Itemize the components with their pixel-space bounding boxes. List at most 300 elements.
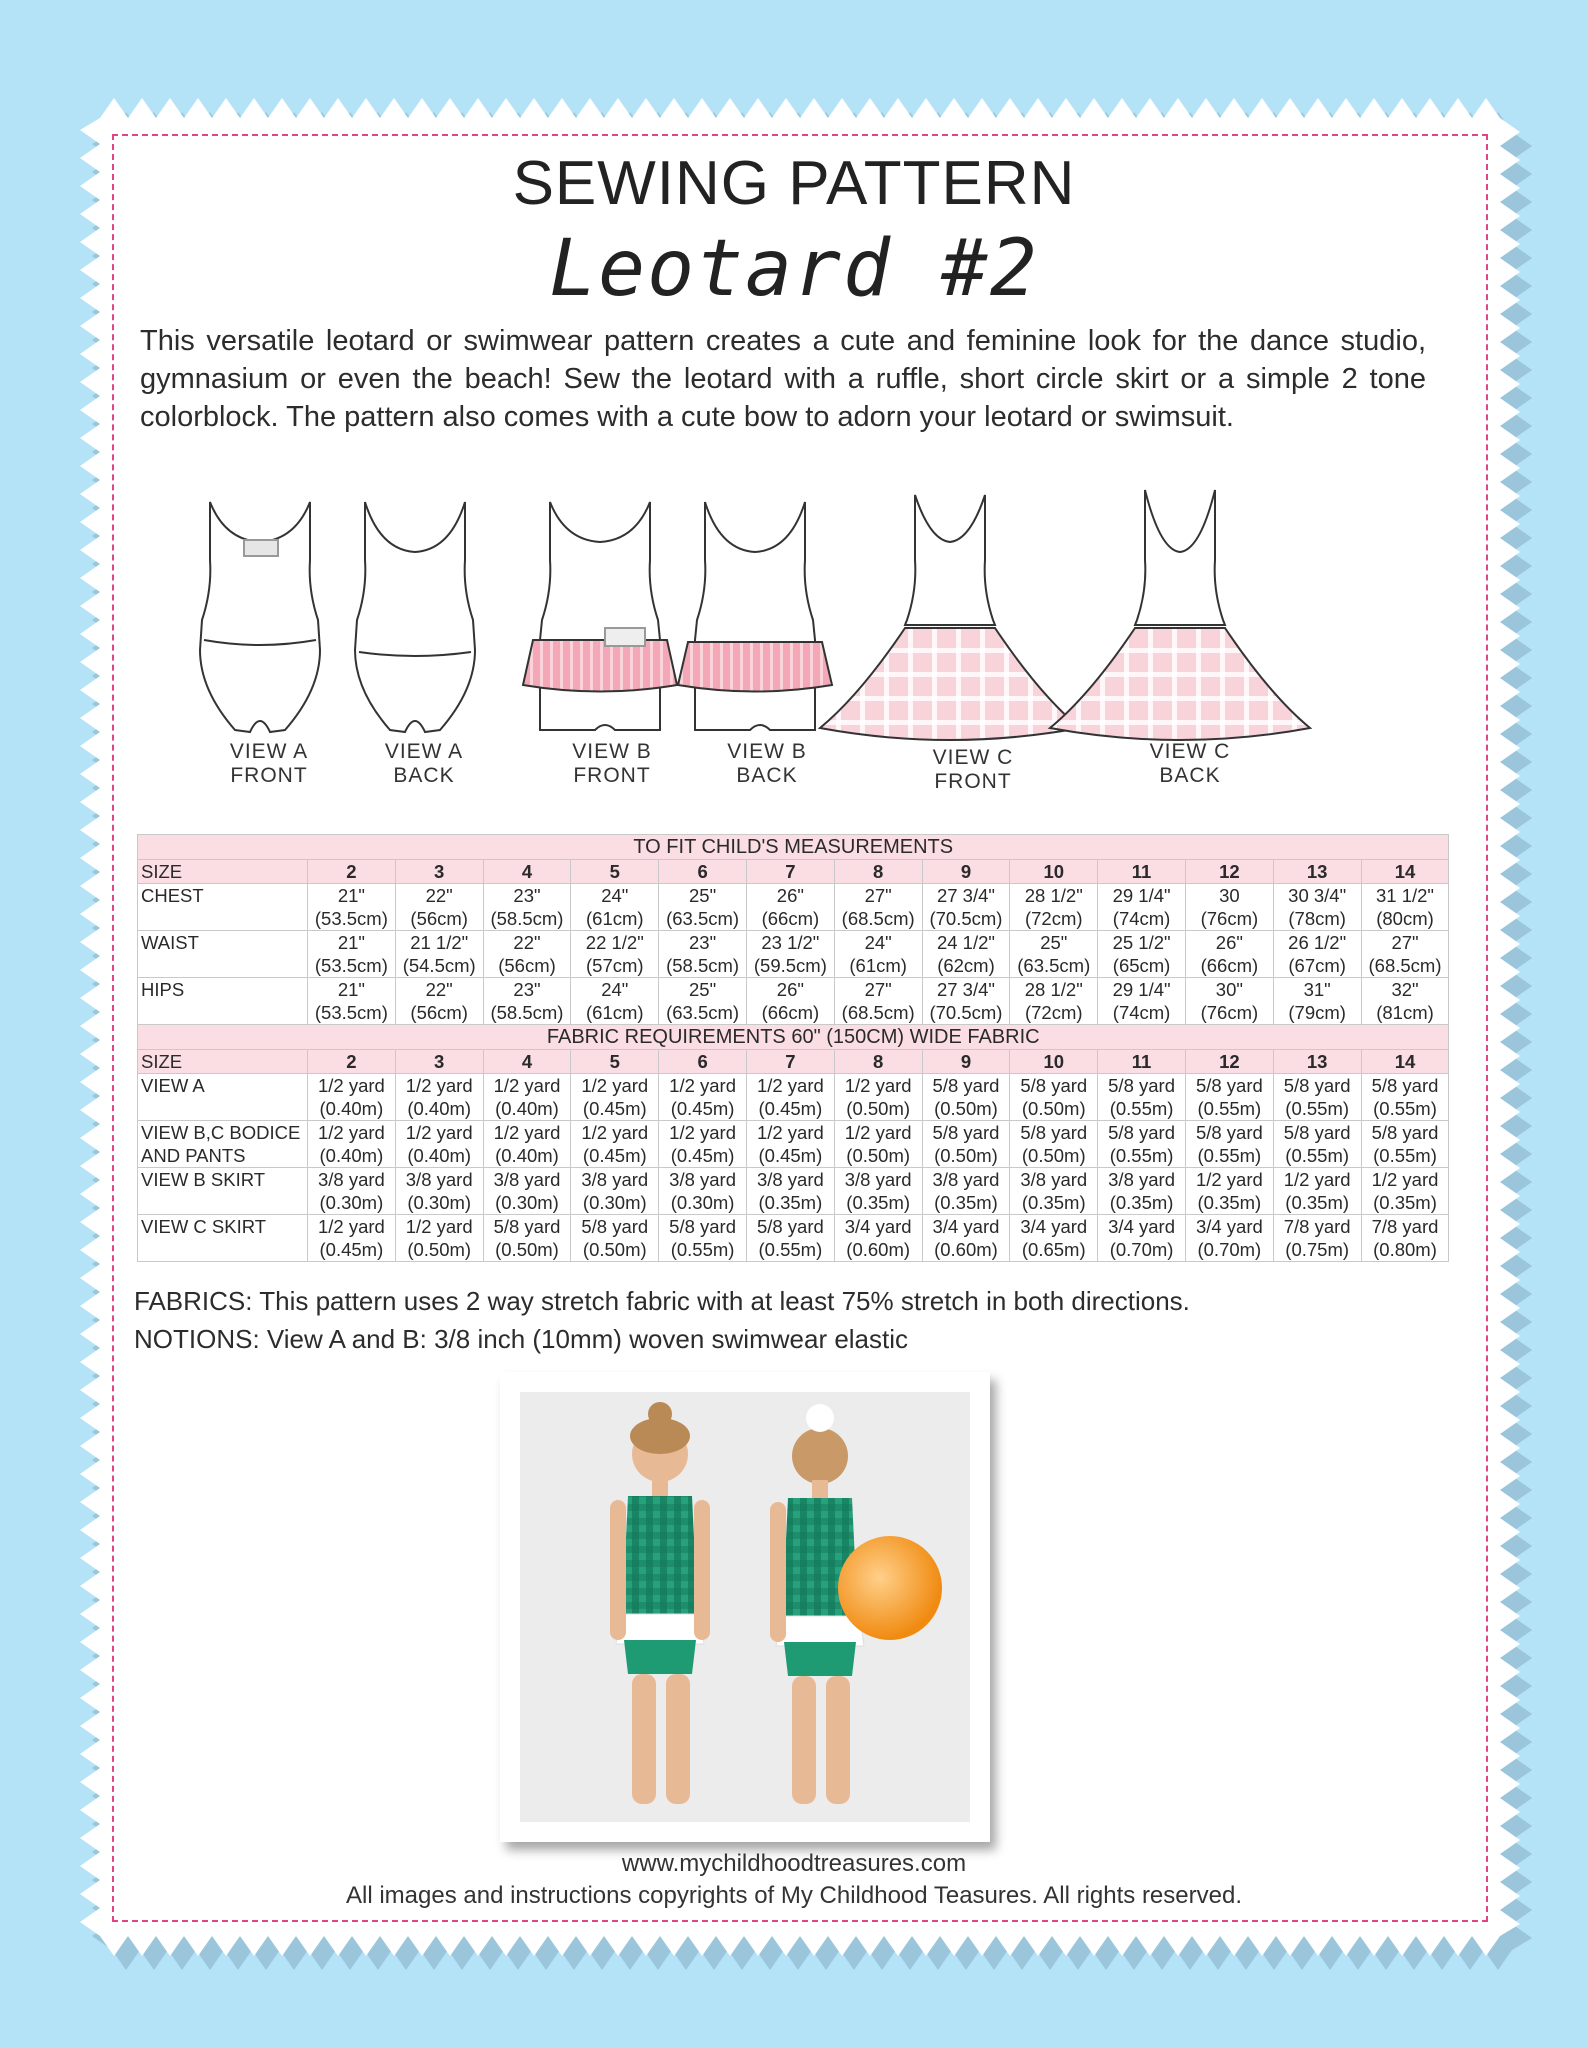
cell-metric: (0.55m) [1285, 1145, 1350, 1166]
table-cell [483, 1215, 571, 1262]
cell-imperial: 22" [425, 885, 453, 906]
cell-imperial: 25" [689, 885, 717, 906]
cell-metric: (68.5cm) [1368, 955, 1442, 976]
size-label: SIZE [138, 1050, 308, 1074]
cell-imperial: 29 1/4" [1112, 885, 1171, 906]
size-header-cell: 13 [1273, 860, 1361, 884]
cell-imperial: 1/2 yard [317, 1216, 385, 1237]
cell-metric: (0.50m) [846, 1145, 911, 1166]
cell-imperial: 23" [689, 932, 717, 953]
cell-imperial: 1/2 yard [1283, 1169, 1351, 1190]
cell-metric: (0.50m) [934, 1145, 998, 1166]
measurements-title-row [138, 835, 1449, 860]
view-b-front-drawing [523, 502, 677, 730]
table-row [138, 1121, 1449, 1168]
cell-imperial: 27" [864, 885, 892, 906]
table-cell [659, 884, 747, 931]
table-cell [1273, 884, 1361, 931]
table-cell [308, 1074, 396, 1121]
cell-imperial: 28 1/2" [1024, 885, 1083, 906]
table-cell [659, 1121, 747, 1168]
table-cell [1010, 931, 1098, 978]
cell-imperial: 5/8 yard [669, 1216, 737, 1237]
row-label-line: HIPS [141, 979, 185, 1000]
table-cell [308, 931, 396, 978]
size-header-cell: 3 [395, 860, 483, 884]
cell-imperial: 23 1/2" [761, 932, 820, 953]
cell-metric: (0.45m) [758, 1145, 823, 1166]
cell-metric: (66cm) [1200, 955, 1259, 976]
cell-metric: (63.5cm) [666, 1002, 740, 1023]
cell-metric: (0.50m) [1021, 1098, 1086, 1119]
view-b-back-drawing [678, 502, 832, 730]
table-cell [483, 1168, 571, 1215]
cell-imperial: 26 1/2" [1288, 932, 1347, 953]
cell-imperial: 22" [513, 932, 541, 953]
cell-imperial: 5/8 yard [1108, 1122, 1175, 1143]
cell-metric: (80cm) [1376, 908, 1434, 929]
cell-imperial: 24" [864, 932, 892, 953]
cell-imperial: 22" [425, 979, 453, 1000]
cell-imperial: 25" [1040, 932, 1068, 953]
table-cell [1273, 978, 1361, 1025]
cell-metric: (66cm) [761, 908, 820, 929]
cell-metric: (0.55m) [758, 1239, 823, 1260]
cell-imperial: 30 [1219, 885, 1240, 906]
size-header-cell: 11 [1098, 860, 1186, 884]
table-cell [746, 1121, 834, 1168]
cell-imperial: 1/2 yard [493, 1122, 561, 1143]
cell-metric: (68.5cm) [841, 908, 915, 929]
table-cell [922, 1215, 1010, 1262]
cell-imperial: 30" [1215, 979, 1243, 1000]
cell-imperial: 1/2 yard [405, 1216, 473, 1237]
cell-metric: (72cm) [1024, 1002, 1083, 1023]
cell-metric: (67cm) [1288, 955, 1346, 976]
cell-metric: (0.30m) [670, 1192, 735, 1213]
cell-metric: (0.40m) [407, 1098, 472, 1119]
table-cell [395, 931, 483, 978]
cell-imperial: 32" [1391, 979, 1419, 1000]
cell-metric: (0.35m) [1021, 1192, 1086, 1213]
website-url[interactable]: www.mychildhoodtreasures.com [621, 1850, 967, 1877]
size-header-cell: 8 [834, 860, 922, 884]
view-label-c-front: VIEW C FRONT [932, 746, 1014, 793]
cell-metric: (57cm) [586, 955, 644, 976]
row-label-line [141, 1191, 307, 1214]
table-cell [1361, 978, 1449, 1025]
table-row [138, 1074, 1449, 1121]
notions-note: NOTIONS: View A and B: 3/8 inch (10mm) woven swimwear elastic [134, 1324, 909, 1354]
cell-metric: (76cm) [1200, 908, 1259, 929]
cell-metric: (0.60m) [934, 1239, 998, 1260]
cell-imperial: 3/8 yard [1108, 1169, 1175, 1190]
cell-metric: (56cm) [410, 1002, 468, 1023]
table-cell [922, 978, 1010, 1025]
fabric-title: FABRIC REQUIREMENTS 60" (150CM) WIDE FABRIC [138, 1025, 1449, 1050]
table-cell [1273, 1121, 1361, 1168]
cell-metric: (0.55m) [1285, 1098, 1350, 1119]
cell-imperial: 3/8 yard [493, 1169, 561, 1190]
size-header-cell: 9 [922, 860, 1010, 884]
cell-metric: (72cm) [1024, 908, 1083, 929]
cell-imperial: 1/2 yard [1371, 1169, 1439, 1190]
table-cell [834, 1121, 922, 1168]
cell-imperial: 7/8 yard [1371, 1216, 1439, 1237]
cell-imperial: 3/8 yard [1020, 1169, 1088, 1190]
table-cell [922, 931, 1010, 978]
cell-metric: (0.30m) [407, 1192, 472, 1213]
cell-metric: (0.30m) [319, 1192, 384, 1213]
table-cell [308, 1215, 396, 1262]
cell-metric: (0.55m) [1373, 1098, 1437, 1119]
cell-imperial: 3/4 yard [844, 1216, 912, 1237]
cell-metric: (59.5cm) [753, 955, 827, 976]
cell-imperial: 5/8 yard [1371, 1075, 1439, 1096]
cell-metric: (62cm) [937, 955, 995, 976]
size-header-cell: 10 [1010, 860, 1098, 884]
cell-imperial: 3/4 yard [1195, 1216, 1263, 1237]
photo-two-girls-in-leotards [520, 1392, 970, 1822]
cell-metric: (0.60m) [846, 1239, 911, 1260]
cell-imperial: 1/2 yard [405, 1122, 473, 1143]
table-cell [834, 884, 922, 931]
table-cell [395, 1215, 483, 1262]
table-cell [483, 1074, 571, 1121]
size-header-cell: 10 [1010, 1050, 1098, 1074]
cell-metric: (0.50m) [495, 1239, 559, 1260]
cell-metric: (0.40m) [407, 1145, 472, 1166]
table-cell [571, 931, 659, 978]
size-header-cell: 7 [746, 1050, 834, 1074]
cell-metric: (0.75m) [1285, 1239, 1350, 1260]
table-cell [746, 978, 834, 1025]
table-cell [395, 1074, 483, 1121]
table-cell [1098, 884, 1186, 931]
size-label: SIZE [138, 860, 308, 884]
cell-metric: (0.45m) [582, 1145, 647, 1166]
size-header-cell: 2 [308, 860, 396, 884]
table-cell [659, 1074, 747, 1121]
table-cell [1361, 884, 1449, 931]
product-photo [500, 1372, 990, 1842]
table-cell [746, 884, 834, 931]
table-cell [659, 1168, 747, 1215]
cell-metric: (61cm) [586, 908, 644, 929]
fabric-title-row [138, 1025, 1449, 1050]
cell-imperial: 25 1/2" [1112, 932, 1171, 953]
size-header-cell: 14 [1361, 860, 1449, 884]
measurements-title: TO FIT CHILD'S MEASUREMENTS [138, 835, 1449, 860]
view-label-c-back: VIEW C BACK [1149, 740, 1231, 787]
view-a-front-drawing [200, 502, 320, 732]
table-cell [746, 931, 834, 978]
cell-metric: (53.5cm) [314, 908, 388, 929]
cell-metric: (0.45m) [758, 1098, 823, 1119]
row-label-line: VIEW B,C BODICE [141, 1122, 301, 1143]
table-cell [746, 1074, 834, 1121]
size-header-cell: 5 [571, 860, 659, 884]
cell-imperial: 5/8 yard [1195, 1122, 1263, 1143]
pattern-description: This versatile leotard or swimwear pattern creates a cute and feminine look for the dance studio, gymnasium or even the beach! Sew the leotard with a ruffle, short circle skirt or a simple 2 tone colorblock. The pattern also comes with a cute bow to adorn your leotard or swimsuit. [140, 325, 1426, 433]
table-cell [746, 1168, 834, 1215]
cell-metric: (79cm) [1288, 1002, 1346, 1023]
size-header-cell: 4 [483, 860, 571, 884]
table-cell [922, 884, 1010, 931]
cell-imperial: 3/8 yard [581, 1169, 649, 1190]
cell-metric: (0.40m) [319, 1145, 384, 1166]
cell-imperial: 3/4 yard [932, 1216, 1000, 1237]
cell-imperial: 3/8 yard [844, 1169, 912, 1190]
view-label-a-back: VIEW A BACK [384, 740, 464, 787]
cell-metric: (0.35m) [1197, 1192, 1262, 1213]
table-cell [1361, 1215, 1449, 1262]
cell-imperial: 21" [337, 932, 365, 953]
table-cell [1361, 1168, 1449, 1215]
table-cell [571, 1168, 659, 1215]
cell-imperial: 1/2 yard [756, 1122, 824, 1143]
table-cell [1185, 1215, 1273, 1262]
cell-metric: (74cm) [1112, 1002, 1171, 1023]
cell-metric: (0.35m) [758, 1192, 823, 1213]
table-cell [659, 1215, 747, 1262]
cell-imperial: 5/8 yard [1020, 1075, 1088, 1096]
view-label-a-front: VIEW A FRONT [229, 740, 309, 787]
table-cell [1010, 978, 1098, 1025]
row-label [138, 1121, 308, 1168]
table-cell [1273, 1168, 1361, 1215]
cell-imperial: 5/8 yard [1283, 1075, 1351, 1096]
cell-metric: (61cm) [849, 955, 907, 976]
cell-imperial: 1/2 yard [669, 1075, 737, 1096]
pattern-name: Leotard #2 [549, 224, 1039, 314]
table-cell [1185, 884, 1273, 931]
table-row [138, 931, 1449, 978]
cell-metric: (0.55m) [1109, 1145, 1174, 1166]
cell-imperial: 3/8 yard [405, 1169, 473, 1190]
table-cell [571, 978, 659, 1025]
cell-metric: (0.35m) [1373, 1192, 1437, 1213]
table-cell [571, 1074, 659, 1121]
table-cell [1010, 1215, 1098, 1262]
cell-metric: (56cm) [498, 955, 556, 976]
size-chart-table [137, 834, 1449, 1262]
cell-imperial: 23" [513, 885, 541, 906]
cell-metric: (0.40m) [319, 1098, 384, 1119]
row-label-line: AND PANTS [141, 1145, 246, 1166]
table-cell [834, 978, 922, 1025]
size-header-cell: 4 [483, 1050, 571, 1074]
row-label [138, 1168, 308, 1215]
table-cell [1010, 1121, 1098, 1168]
table-cell [1273, 931, 1361, 978]
cell-metric: (0.45m) [582, 1098, 647, 1119]
cell-imperial: 3/8 yard [669, 1169, 737, 1190]
cell-imperial: 3/4 yard [1020, 1216, 1088, 1237]
table-cell [922, 1168, 1010, 1215]
cell-metric: (76cm) [1200, 1002, 1259, 1023]
cell-imperial: 24 1/2" [936, 932, 995, 953]
cell-metric: (0.55m) [1109, 1098, 1174, 1119]
cell-imperial: 24" [601, 979, 629, 1000]
cell-metric: (65cm) [1112, 955, 1171, 976]
table-cell [483, 1121, 571, 1168]
cell-metric: (0.35m) [1285, 1192, 1350, 1213]
row-label-line: CHEST [141, 885, 204, 906]
cell-metric: (0.50m) [1021, 1145, 1086, 1166]
cell-imperial: 27" [864, 979, 892, 1000]
table-cell [308, 978, 396, 1025]
fabric-size-row [138, 1050, 1449, 1074]
table-cell [1098, 1215, 1186, 1262]
cell-imperial: 5/8 yard [1283, 1122, 1351, 1143]
cell-metric: (0.70m) [1197, 1239, 1262, 1260]
row-label [138, 978, 308, 1025]
size-header-cell: 5 [571, 1050, 659, 1074]
cell-imperial: 5/8 yard [581, 1216, 649, 1237]
table-cell [1273, 1215, 1361, 1262]
cell-metric: (58.5cm) [490, 1002, 564, 1023]
cell-metric: (0.70m) [1109, 1239, 1174, 1260]
table-cell [308, 1121, 396, 1168]
cell-metric: (56cm) [410, 908, 468, 929]
cell-metric: (63.5cm) [666, 908, 740, 929]
cell-imperial: 5/8 yard [493, 1216, 561, 1237]
measurements-size-row [138, 860, 1449, 884]
row-label-line [141, 1097, 307, 1120]
cell-metric: (0.65m) [1021, 1239, 1086, 1260]
row-label-line [141, 1238, 307, 1261]
cell-metric: (70.5cm) [929, 1002, 1003, 1023]
table-cell [571, 1215, 659, 1262]
cell-imperial: 26" [776, 979, 804, 1000]
cell-metric: (74cm) [1112, 908, 1171, 929]
table-cell [1273, 1074, 1361, 1121]
table-cell [1185, 1074, 1273, 1121]
table-cell [1098, 1168, 1186, 1215]
cell-imperial: 1/2 yard [844, 1075, 912, 1096]
cell-metric: (68.5cm) [841, 1002, 915, 1023]
cell-metric: (70.5cm) [929, 908, 1003, 929]
cell-metric: (0.35m) [934, 1192, 998, 1213]
cell-imperial: 1/2 yard [844, 1122, 912, 1143]
cell-imperial: 22 1/2" [585, 932, 644, 953]
table-row [138, 884, 1449, 931]
cell-imperial: 1/2 yard [581, 1075, 649, 1096]
cell-imperial: 5/8 yard [1020, 1122, 1088, 1143]
view-c-front-drawing [820, 495, 1080, 740]
cell-metric: (0.50m) [582, 1239, 647, 1260]
cell-metric: (0.40m) [495, 1098, 559, 1119]
table-cell [571, 884, 659, 931]
cell-imperial: 21 1/2" [410, 932, 469, 953]
row-label-line: VIEW C SKIRT [141, 1216, 267, 1237]
table-row [138, 978, 1449, 1025]
cell-imperial: 30 3/4" [1288, 885, 1347, 906]
cell-metric: (58.5cm) [666, 955, 740, 976]
table-row [138, 1215, 1449, 1262]
cell-imperial: 5/8 yard [932, 1075, 1000, 1096]
table-cell [308, 884, 396, 931]
cell-imperial: 5/8 yard [1108, 1075, 1175, 1096]
cell-metric: (66cm) [761, 1002, 820, 1023]
cell-metric: (0.45m) [670, 1145, 735, 1166]
row-label [138, 931, 308, 978]
table-cell [834, 1168, 922, 1215]
table-cell [483, 931, 571, 978]
table-cell [746, 1215, 834, 1262]
size-header-cell: 12 [1185, 1050, 1273, 1074]
cell-metric: (53.5cm) [314, 955, 388, 976]
view-c-back-drawing [1050, 490, 1310, 740]
cell-metric: (0.50m) [407, 1239, 472, 1260]
table-cell [1098, 1074, 1186, 1121]
table-cell [922, 1121, 1010, 1168]
cell-metric: (0.50m) [846, 1098, 911, 1119]
cell-metric: (0.35m) [846, 1192, 911, 1213]
cell-metric: (0.50m) [934, 1098, 998, 1119]
table-cell [483, 978, 571, 1025]
beach-ball [838, 1536, 942, 1640]
cell-metric: (58.5cm) [490, 908, 564, 929]
table-cell [834, 1074, 922, 1121]
cell-imperial: 23" [513, 979, 541, 1000]
table-cell [1361, 1074, 1449, 1121]
size-header-cell: 9 [922, 1050, 1010, 1074]
cell-imperial: 26" [776, 885, 804, 906]
cell-imperial: 28 1/2" [1024, 979, 1083, 1000]
table-cell [571, 1121, 659, 1168]
view-a-back-drawing [355, 502, 475, 732]
cell-imperial: 31 1/2" [1376, 885, 1435, 906]
table-cell [395, 1168, 483, 1215]
table-cell [1010, 1168, 1098, 1215]
cell-metric: (53.5cm) [314, 1002, 388, 1023]
cell-imperial: 3/4 yard [1108, 1216, 1175, 1237]
view-label-b-back: VIEW B BACK [727, 740, 807, 787]
table-cell [1185, 978, 1273, 1025]
cell-metric: (0.80m) [1373, 1239, 1437, 1260]
copyright-notice: All images and instructions copyrights of My Childhood Teasures. All rights reserved. [346, 1882, 1242, 1909]
table-cell [659, 978, 747, 1025]
cell-metric: (0.55m) [1373, 1145, 1437, 1166]
cell-metric: (0.30m) [582, 1192, 647, 1213]
table-cell [1098, 1121, 1186, 1168]
size-header-cell: 13 [1273, 1050, 1361, 1074]
notes [134, 1282, 1190, 1358]
cell-imperial: 27" [1391, 932, 1419, 953]
view-label-b-front: VIEW B FRONT [572, 740, 652, 787]
row-label [138, 1215, 308, 1262]
cell-metric: (0.45m) [670, 1098, 735, 1119]
cell-metric: (78cm) [1288, 908, 1346, 929]
table-cell [395, 978, 483, 1025]
cell-imperial: 3/8 yard [932, 1169, 1000, 1190]
size-header-cell: 14 [1361, 1050, 1449, 1074]
fabrics-note: FABRICS: This pattern uses 2 way stretch fabric with at least 75% stretch in both directions. [134, 1286, 1190, 1316]
size-header-cell: 8 [834, 1050, 922, 1074]
size-header-cell: 12 [1185, 860, 1273, 884]
cell-imperial: 21" [337, 885, 365, 906]
table-cell [1361, 1121, 1449, 1168]
cell-metric: (0.55m) [1197, 1098, 1262, 1119]
table-cell [483, 884, 571, 931]
cell-imperial: 5/8 yard [1371, 1122, 1439, 1143]
table-cell [834, 1215, 922, 1262]
table-cell [395, 1121, 483, 1168]
cell-imperial: 1/2 yard [317, 1075, 385, 1096]
size-header-cell: 2 [308, 1050, 396, 1074]
